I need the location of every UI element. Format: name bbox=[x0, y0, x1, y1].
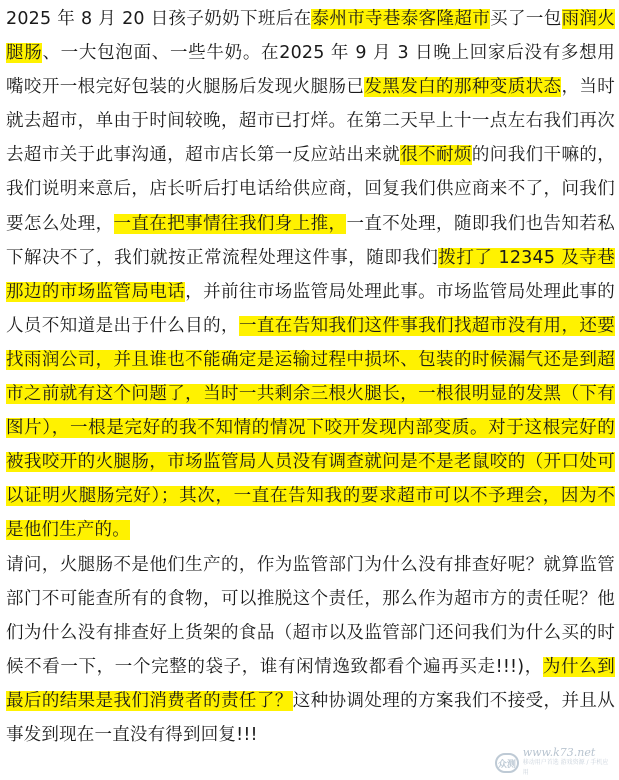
highlighted-text: 一直在告知我们这件事我们找超市没有用，还要找雨润公司，并且谁也不能确定是运输过程中损坏、包装的时候漏气还是到超市之前就有这个问题了，当时一共剩余三根火腿长，一根很明显的发黑（下有图片），一根是完好的我不知情的情况下咬开发现内部变质。对于这根完好的被我咬开的火腿肠，市场监管局人员没有调查就问是不是老鼠咬的（开口处可以证明火腿肠完好）；其次，一直在告知我的要求超市可以不予理会，因为不是他们生产的。 bbox=[6, 315, 615, 541]
watermark-text bbox=[523, 748, 613, 778]
text-run: 一直不处理，随即我们也告知若私下解决不了，我们就按正常流程处理这件事，随即我们 bbox=[6, 213, 616, 268]
text-run: 的问我们干嘛的，我们说明来意后，店长听后打电话给供应商，回复我们供应商来不了，问我们要怎么处理， bbox=[6, 145, 615, 234]
complaint-paragraph-1 bbox=[6, 2, 615, 548]
highlighted-text: 拨打了 12345 及寺巷那边的市场监管局电话 bbox=[6, 247, 615, 302]
text-run: ，并前往市场监管局处理此事。市场监管局处理此事的人员不知道是出于什么目的， bbox=[6, 281, 615, 336]
watermark-subtitle: 移动用户首选 游戏资源 / 手机应用 bbox=[522, 759, 609, 776]
highlighted-text: 发黑发白的那种变质状态 bbox=[364, 77, 562, 98]
highlighted-text: 很不耐烦 bbox=[400, 145, 472, 166]
highlighted-text: 雨润火腿肠 bbox=[6, 9, 615, 64]
text-run: 2025 年 8 月 20 日孩子奶奶下班后在 bbox=[6, 9, 312, 29]
text-run: 请问，火腿肠不是他们生产的，作为监管部门为什么没有排查好呢？就算监管部门不可能查所有的食物，可以推脱这个责任，那么作为超市方的责任呢？他们为什么没有排查好上货架的食品（超市以及监管部门还问我们为什么买的时候不看一下，一个完整的袋子，谁有闲情逸致都看个遍再买走!!!)， bbox=[6, 554, 615, 677]
watermark-logo-icon: 众测 bbox=[495, 753, 519, 773]
text-run: 、一大包泡面、一些牛奶。在2025 年 9 月 3 日晚上回家后没有多想用嘴咬开一根完好包装的火腿肠后发现火腿肠已 bbox=[6, 43, 615, 98]
complaint-paragraph-2 bbox=[6, 548, 615, 753]
highlighted-text: 泰州市寺巷泰客隆超市 bbox=[311, 9, 491, 29]
site-watermark bbox=[495, 746, 613, 776]
watermark-site: www.k73.net bbox=[522, 746, 596, 759]
text-run: 这种协调处理的方案我们不接受，并且从事发到现在一直没有得到回复!!! bbox=[6, 690, 615, 745]
text-run: ，当时就去超市，单由于时间较晚，超市已打烊。在第二天早上十一点左右我们再次去超市关于此事沟通，超市店长第一反应站出来就 bbox=[6, 77, 616, 166]
text-run: 买了一包 bbox=[490, 9, 562, 29]
highlighted-text: 一直在把事情往我们身上推， bbox=[113, 213, 347, 234]
highlighted-text: 为什么到最后的结果是我们消费者的责任了？ bbox=[6, 656, 615, 711]
